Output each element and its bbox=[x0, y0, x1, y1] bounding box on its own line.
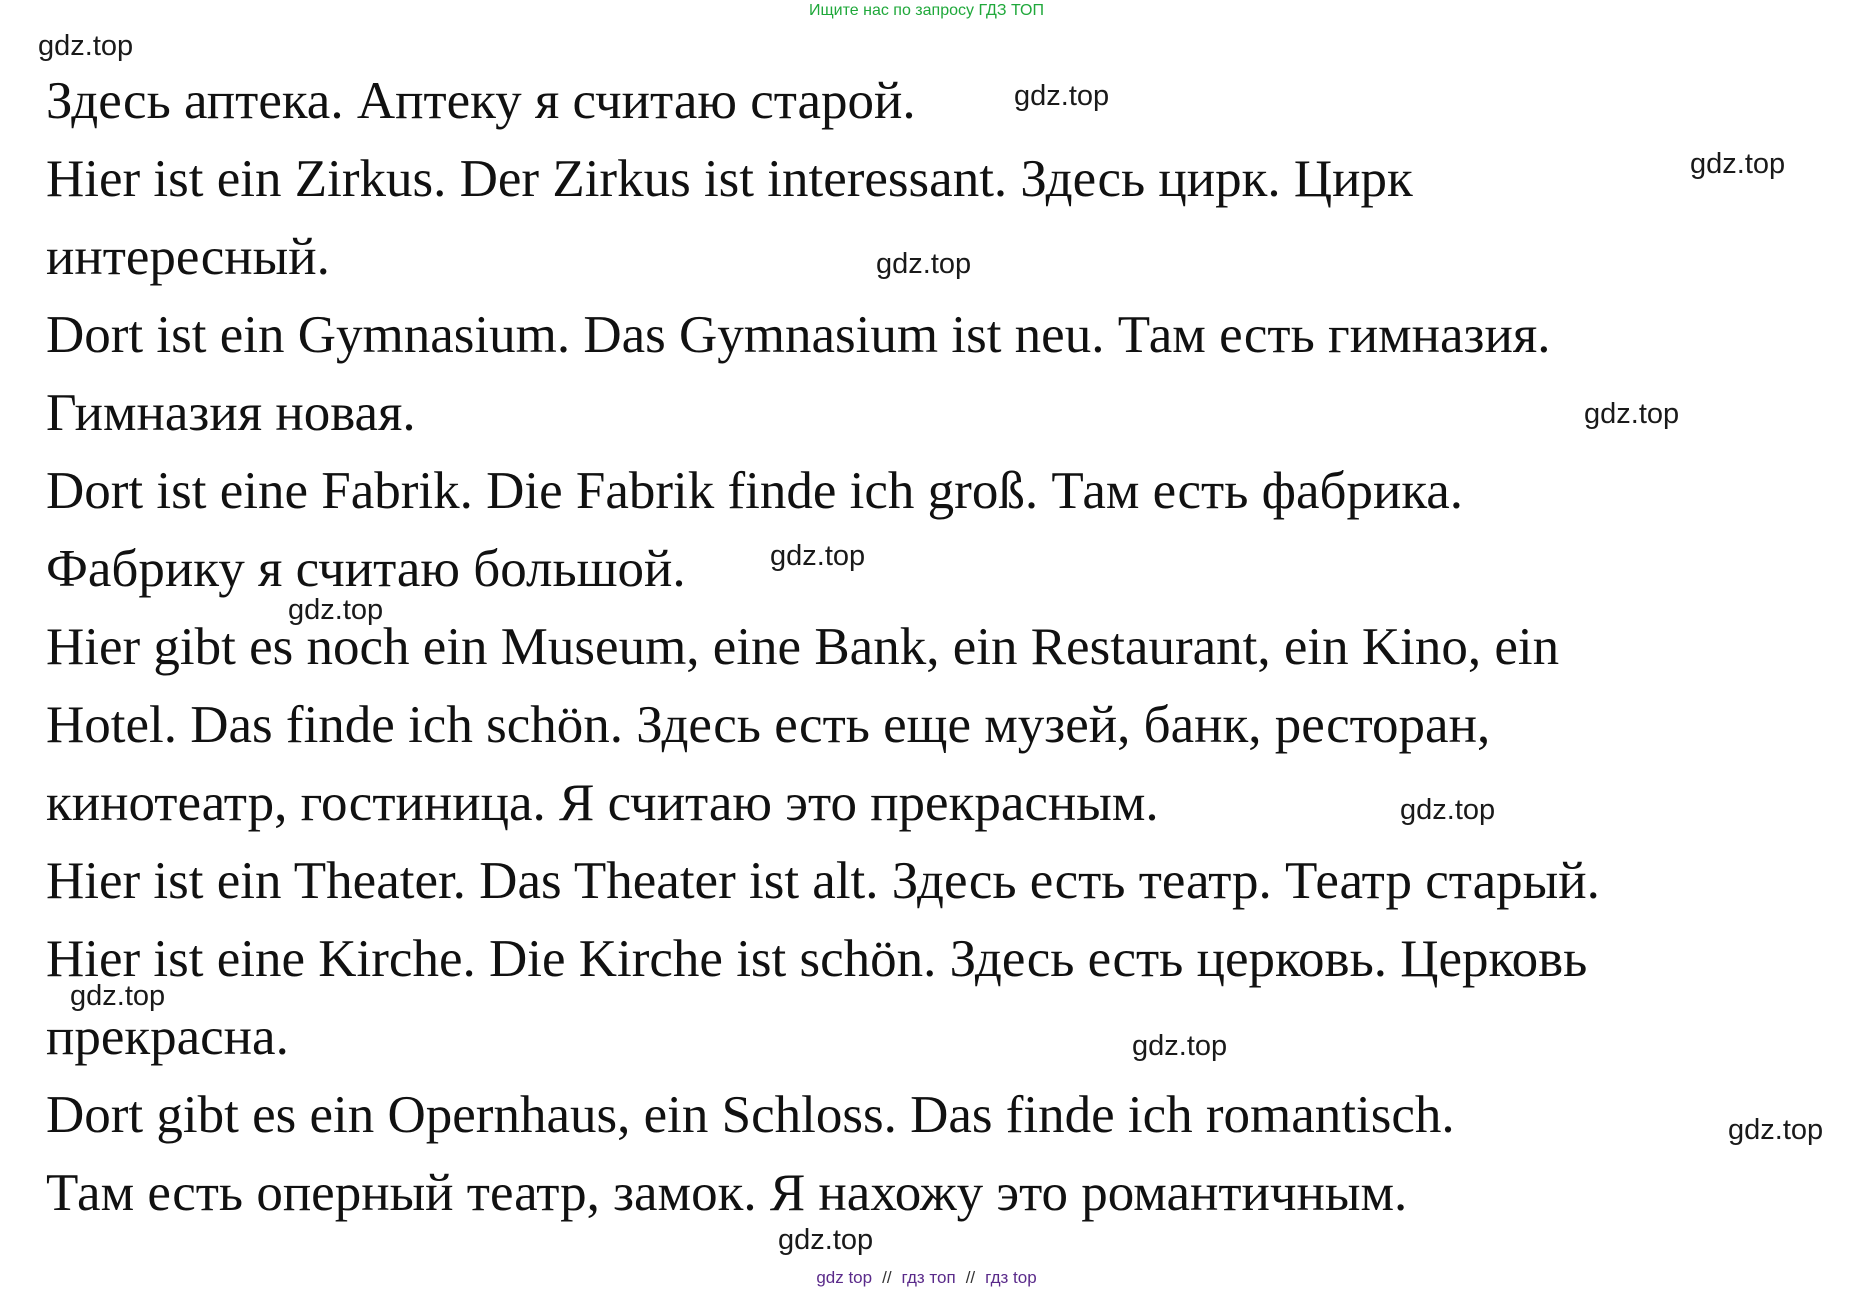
text-line: Здесь аптека. Аптеку я считаю старой. bbox=[46, 72, 916, 130]
watermark: gdz.top bbox=[1400, 794, 1496, 826]
footer-link-gdz-top-mixed[interactable]: гдз top bbox=[985, 1268, 1037, 1287]
watermark: gdz.top bbox=[1132, 1030, 1228, 1062]
text-line: интересный. bbox=[46, 228, 330, 286]
watermark: gdz.top bbox=[1728, 1114, 1824, 1146]
footer-separator: // bbox=[882, 1268, 892, 1287]
watermark: gdz.top bbox=[1690, 148, 1786, 180]
watermark: gdz.top bbox=[770, 540, 866, 572]
footer-separator: // bbox=[965, 1268, 976, 1287]
text-line: Hotel. Das finde ich schön. Здесь есть еще музей, банк, ресторан, bbox=[46, 696, 1491, 754]
watermark: gdz.top bbox=[70, 980, 166, 1012]
header-search-link[interactable]: Ищите нас по запросу ГДЗ ТОП bbox=[809, 2, 1044, 19]
text-line: Dort ist ein Gymnasium. Das Gymnasium ist neu. Там есть гимназия. bbox=[46, 306, 1551, 364]
text-line: Hier ist ein Theater. Das Theater ist alt. Здесь есть театр. Театр старый. bbox=[46, 852, 1600, 910]
text-line: прекрасна. bbox=[46, 1008, 289, 1066]
watermark: gdz.top bbox=[1014, 80, 1110, 112]
text-line: Hier ist ein Zirkus. Der Zirkus ist interessant. Здесь цирк. Цирк bbox=[46, 150, 1413, 208]
watermark: gdz.top bbox=[288, 594, 384, 626]
text-line: Там есть оперный театр, замок. Я нахожу это романтичным. bbox=[46, 1164, 1408, 1222]
text-line: Dort ist eine Fabrik. Die Fabrik finde ich groß. Там есть фабрика. bbox=[46, 462, 1464, 520]
document-body bbox=[46, 62, 1846, 1232]
text-line: Фабрику я считаю большой. bbox=[46, 540, 686, 598]
footer-link-gdz-top-ru[interactable]: гдз топ bbox=[901, 1268, 956, 1287]
footer-links bbox=[0, 1268, 1853, 1288]
text-line: Hier gibt es noch ein Museum, eine Bank, ein Restaurant, ein Kino, ein bbox=[46, 618, 1560, 676]
watermark: gdz.top bbox=[876, 248, 972, 280]
text-line: кинотеатр, гостиница. Я считаю это прекрасным. bbox=[46, 774, 1159, 832]
text-line: Hier ist eine Kirche. Die Kirche ist schön. Здесь есть церковь. Церковь bbox=[46, 930, 1588, 988]
watermark: gdz.top bbox=[38, 30, 134, 62]
footer-link-gdz-top[interactable]: gdz top bbox=[816, 1268, 873, 1287]
text-line: Гимназия новая. bbox=[46, 384, 416, 442]
watermark: gdz.top bbox=[1584, 398, 1680, 430]
text-line: Dort gibt es ein Opernhaus, ein Schloss. Das finde ich romantisch. bbox=[46, 1086, 1455, 1144]
watermark: gdz.top bbox=[778, 1224, 874, 1256]
